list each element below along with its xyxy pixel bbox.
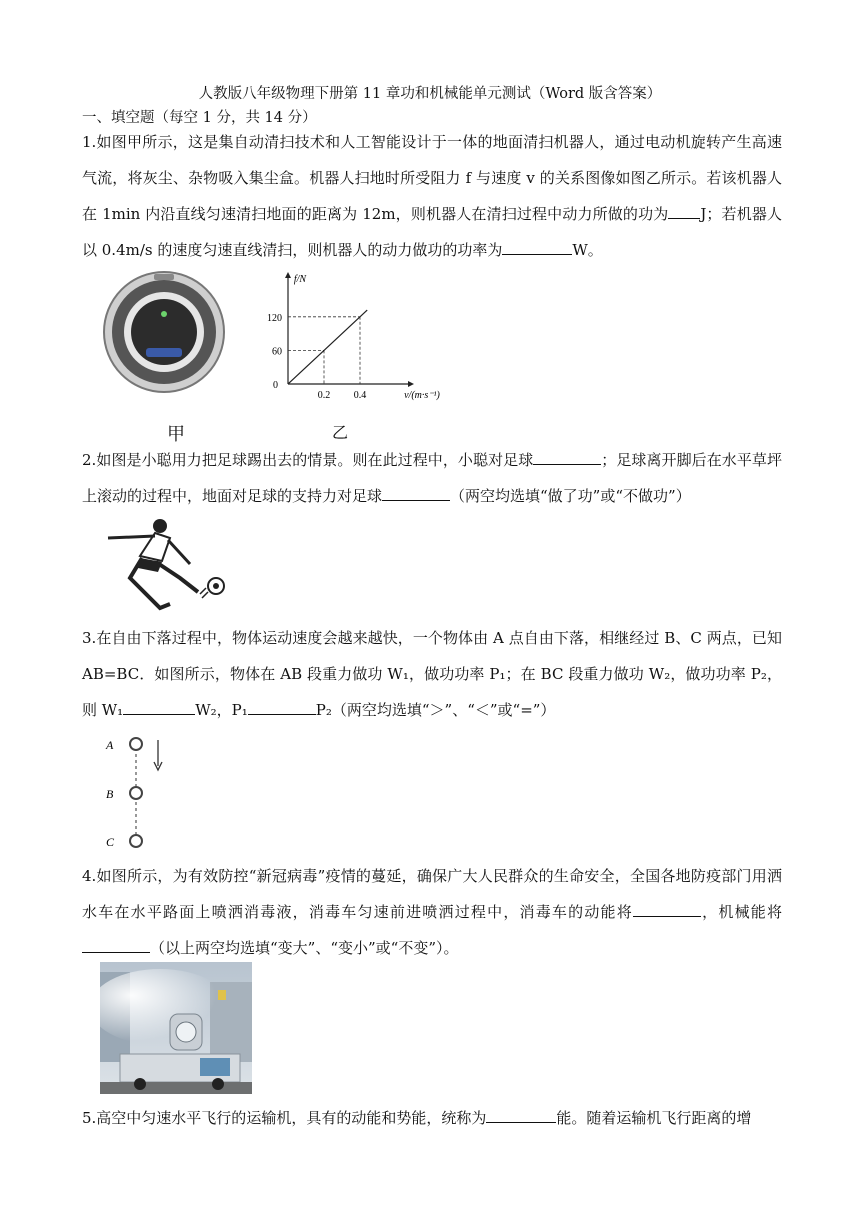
point-label-a: A — [106, 738, 114, 752]
document-title: 人教版八年级物理下册第 11 章功和机械能单元测试（Word 版含答案） — [198, 86, 662, 102]
point-label-b: B — [106, 787, 114, 801]
q1-text-b: J；若机器人以 0.4m/s 的速度匀速直线清扫，则机器人的动力做功的功率为 — [82, 205, 783, 259]
y-axis-label: f/N — [293, 274, 307, 285]
point-label-c: C — [106, 835, 115, 849]
answer-blank[interactable] — [248, 713, 316, 715]
q2-text-c: （两空均选填“做了功”或“不做功”） — [450, 487, 691, 505]
y-tick-label: 60 — [272, 346, 282, 358]
y-axis-arrow — [285, 272, 291, 278]
caption-jia: 甲 — [167, 424, 185, 445]
question-4 — [82, 858, 782, 966]
question-2 — [82, 442, 782, 514]
x-tick-label: 0.2 — [317, 390, 331, 401]
x-tick-label: 0.4 — [353, 390, 367, 401]
caption-yi: 乙 — [332, 423, 349, 442]
x-axis-arrow — [408, 381, 414, 387]
q3-text-c: P₂（两空均选填“＞”、“＜”或“=”） — [315, 701, 556, 719]
q2-text-a: 2.如图是小聪用力把足球踢出去的情景。则在此过程中，小聪对足球 — [82, 451, 534, 469]
answer-blank[interactable] — [123, 713, 195, 715]
q3-text-b: W₂，P₁ — [195, 701, 248, 719]
answer-blank[interactable] — [533, 463, 601, 465]
answer-blank[interactable] — [486, 1121, 556, 1123]
answer-blank[interactable] — [668, 217, 700, 219]
answer-blank[interactable] — [633, 915, 701, 917]
soccer-player-image — [100, 516, 230, 616]
free-fall-diagram — [100, 730, 180, 860]
q3-text-a: 3.在自由下落过程中，物体运动速度会越来越快，一个物体由 A 点自由下落，相继经过 B、C 两点，已知 AB=BC．如图所示，物体在 AB 段重力做功 W₁，做功功率 P₁；在 BC 段重力做功 W₂，做功功率 P₂，则 W₁ — [82, 629, 782, 719]
data-line — [288, 310, 367, 384]
question-1 — [82, 124, 782, 268]
question-3 — [82, 620, 782, 728]
x-axis-label: v/(m·s⁻¹) — [404, 390, 440, 401]
answer-blank[interactable] — [502, 253, 572, 255]
answer-blank[interactable] — [382, 499, 450, 501]
section-heading: 一、填空题（每空 1 分，共 14 分） — [82, 110, 317, 126]
q4-text-b: ，机械能将 — [700, 903, 782, 921]
q1-text-a: 1.如图甲所示，这是集自动清扫技术和人工智能设计于一体的地面清扫机器人，通过电动机旋转产生高速气流，将灰尘、杂物吸入集尘盒。机器人扫地时所受阻力 f 与速度 v 的关系图像如图乙所示。若该机器人在 1min 内沿直线匀速清扫地面的距离为 12m，则机器人在清扫过程中动力所做的功为 — [82, 133, 782, 223]
q4-text-a: 4.如图所示，为有效防控“新冠病毒”疫情的蔓延，确保广大人民群众的生命安全，全国各地防疫部门用洒水车在水平路面上喷洒消毒液，消毒车匀速前进喷洒过程中，消毒车的动能将 — [82, 867, 782, 921]
q5-text-b: 能。随着运输机飞行距离的增 — [556, 1109, 752, 1127]
robot-vacuum-image — [96, 266, 236, 416]
disinfection-truck-photo — [100, 962, 252, 1094]
q2-text-b: ；足球离开脚后在水平草坪上滚动的过程中，地面对足球的支持力对足球 — [82, 451, 782, 505]
question-5 — [82, 1100, 782, 1136]
q5-text-a: 5.高空中匀速水平飞行的运输机，具有的动能和势能，统称为 — [82, 1109, 487, 1127]
q1-text-c: W。 — [572, 241, 603, 259]
f-v-chart — [262, 266, 452, 416]
q4-text-c: （以上两空均选填“变大”、“变小”或“不变”）。 — [150, 939, 459, 957]
y-tick-label: 120 — [267, 312, 282, 324]
answer-blank[interactable] — [82, 951, 150, 953]
origin-label: 0 — [273, 380, 278, 391]
